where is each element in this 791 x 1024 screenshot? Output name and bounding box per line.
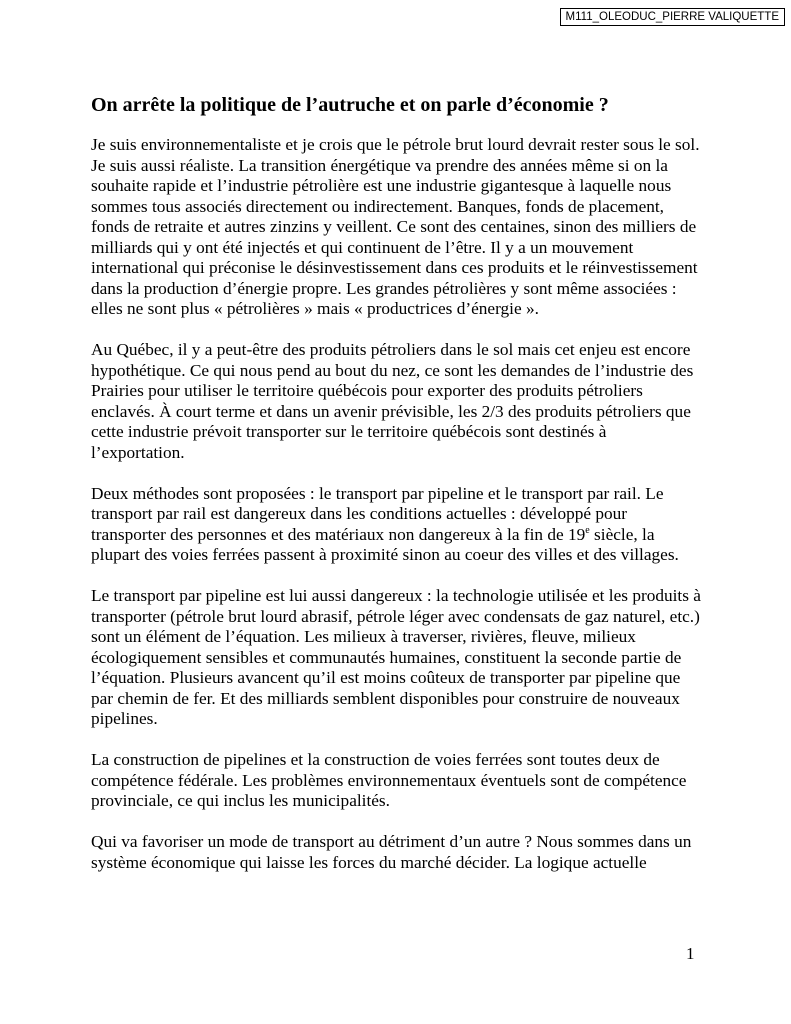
- paragraph-4: Le transport par pipeline est lui aussi dangereux : la technologie utilisée et les produits à transporter (pétrole brut lourd abrasif, pétrole léger avec condensats de gaz naturel, etc.) sont un élément de l’équation. Les milieux à traverser, rivières, fleuve, milieux écologiquement sensibles et communautés humaines, constituent la seconde partie de l’équation. Plusieurs avancent qu’il est moins coûteux de transporter par pipeline que par chemin de fer. Et des milliards semblent disponibles pour construire de nouveaux pipelines.: [91, 586, 701, 728]
- paragraph-6: Qui va favoriser un mode de transport au détriment d’un autre ? Nous sommes dans un système économique qui laisse les forces du marché décider. La logique actuelle: [91, 832, 692, 872]
- paragraph-3: [91, 484, 703, 566]
- page-number: 1: [686, 944, 695, 963]
- paragraph-3-text-after: siècle, la plupart des voies ferrées passent à proximité sinon au coeur des villes et des villages.: [91, 524, 679, 564]
- century-superscript: e: [585, 524, 590, 536]
- paragraph-3-text-before: Deux méthodes sont proposées : le transport par pipeline et le transport par rail. Le transport par rail est dangereux dans les conditions actuelles : développé pour transporter des personnes et des matériaux non dangereux à la fin de 19: [91, 483, 664, 544]
- paragraph-5: La construction de pipelines et la construction de voies ferrées sont toutes deux de compétence fédérale. Les problèmes environnementaux éventuels sont de compétence provinciale, ce qui inclus les municipalités.: [91, 750, 687, 810]
- paragraph-1: Je suis environnementaliste et je crois que le pétrole brut lourd devrait rester sous le sol. Je suis aussi réaliste. La transition énergétique va prendre des années même si on la souhaite rapide et l’industrie pétrolière est une industrie gigantesque à laquelle nous sommes tous associés directement ou indirectement. Banques, fonds de placement, fonds de retraite et autres zinzins y veillent. Ce sont des centaines, sinon des milliers de milliards qui y ont été injectés et qui continuent de l’être. Il y a un mouvement international qui préconise le désinvestissement dans ces produits et le réinvestissement dans la production d’énergie propre. Les grandes pétrolières y sont même associées : elles ne sont plus « pétrolières » mais « productrices d’énergie ».: [91, 135, 700, 318]
- paragraph-2: Au Québec, il y a peut-être des produits pétroliers dans le sol mais cet enjeu est encore hypothétique. Ce qui nous pend au bout du nez, ce sont les demandes de l’industrie des Prairies pour utiliser le territoire québécois pour exporter des produits pétroliers enclavés. À court terme et dans un avenir prévisible, les 2/3 des produits pétroliers que cette industrie prévoit transporter sur le territoire québécois sont destinés à l’exportation.: [91, 340, 694, 462]
- document-id-label: M111_OLEODUC_PIERRE VALIQUETTE: [560, 8, 785, 26]
- article-title: On arrête la politique de l’autruche et on parle d’économie ?: [91, 94, 609, 116]
- article-body: [91, 92, 703, 873]
